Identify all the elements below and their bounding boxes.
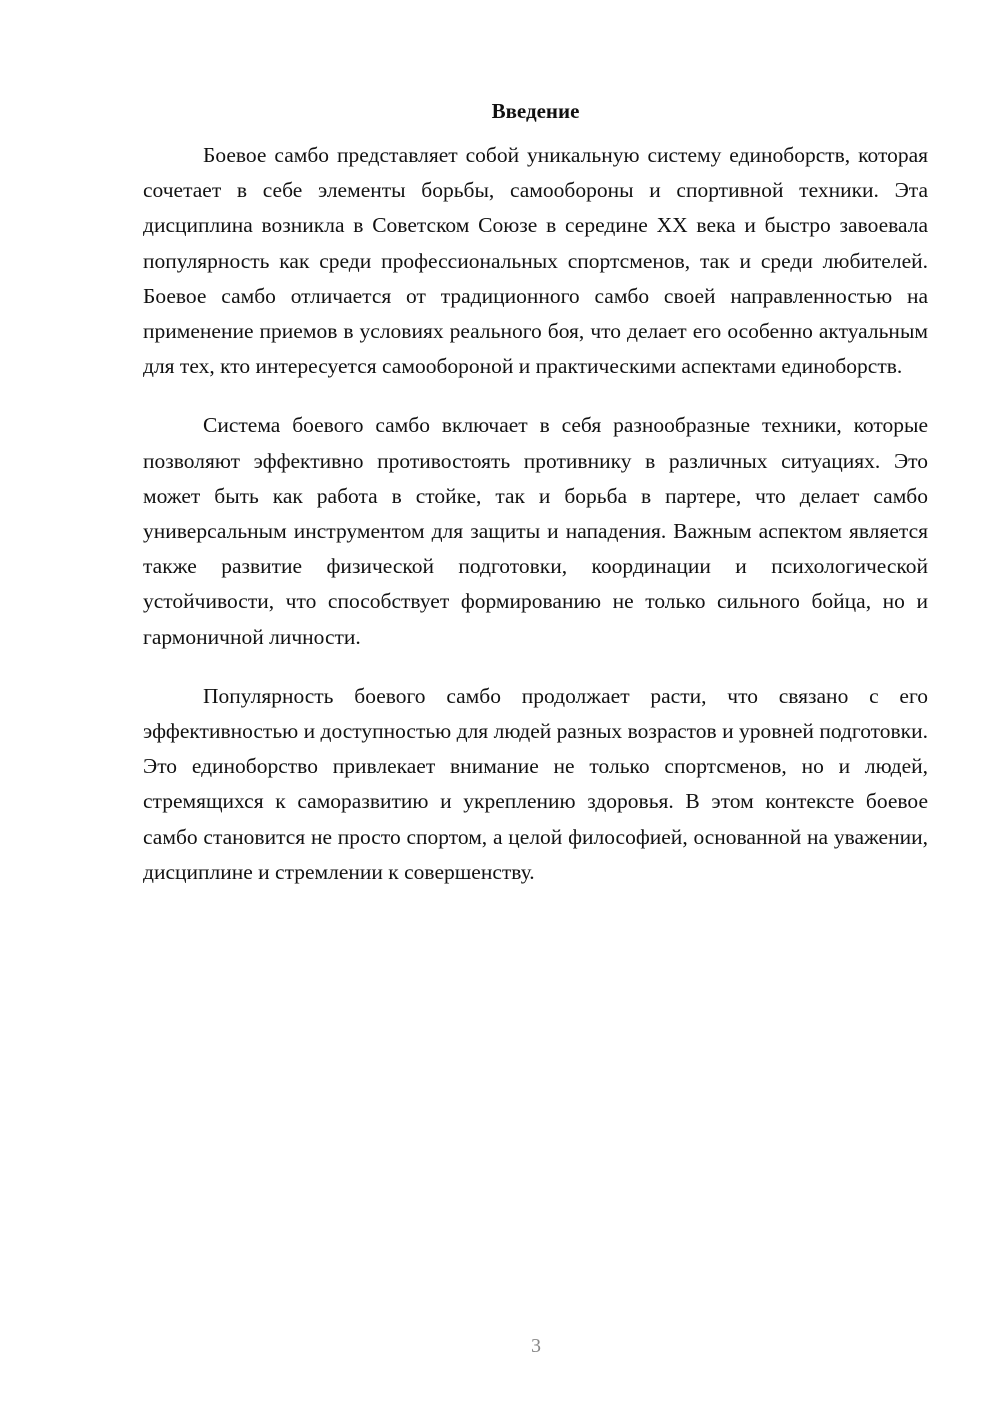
page-content	[143, 96, 928, 914]
paragraph-1: Боевое самбо представляет собой уникальную систему единоборств, которая сочетает в себе элементы борьбы, самообороны и спортивной техники. Эта дисциплина возникла в Советском Союзе в середине XX века и быстро завоевала популярность как среди профессиональных спортсменов, так и среди любителей. Боевое самбо отличается от традиционного самбо своей направленностью на применение приемов в условиях реального боя, что делает его особенно актуальным для тех, кто интересуется самообороной и практическими аспектами единоборств.	[143, 143, 928, 379]
paragraph-2: Система боевого самбо включает в себя разнообразные техники, которые позволяют эффективно противостоять противнику в различных ситуациях. Это может быть как работа в стойке, так и борьба в партере, что делает самбо универсальным инструментом для защиты и нападения. Важным аспектом является также развитие физической подготовки, координации и психологической устойчивости, что способствует формированию не только сильного бойца, но и гармоничной личности.	[143, 413, 928, 649]
paragraph-3: Популярность боевого самбо продолжает расти, что связано с его эффективностью и доступностью для людей разных возрастов и уровней подготовки. Это единоборство привлекает внимание не только спортсменов, но и людей, стремящихся к саморазвитию и укреплению здоровья. В этом контексте боевое самбо становится не просто спортом, а целой философией, основанной на уважении, дисциплине и стремлении к совершенству.	[143, 683, 928, 884]
page-number: 3	[531, 1335, 541, 1357]
section-title: Введение	[491, 99, 580, 123]
